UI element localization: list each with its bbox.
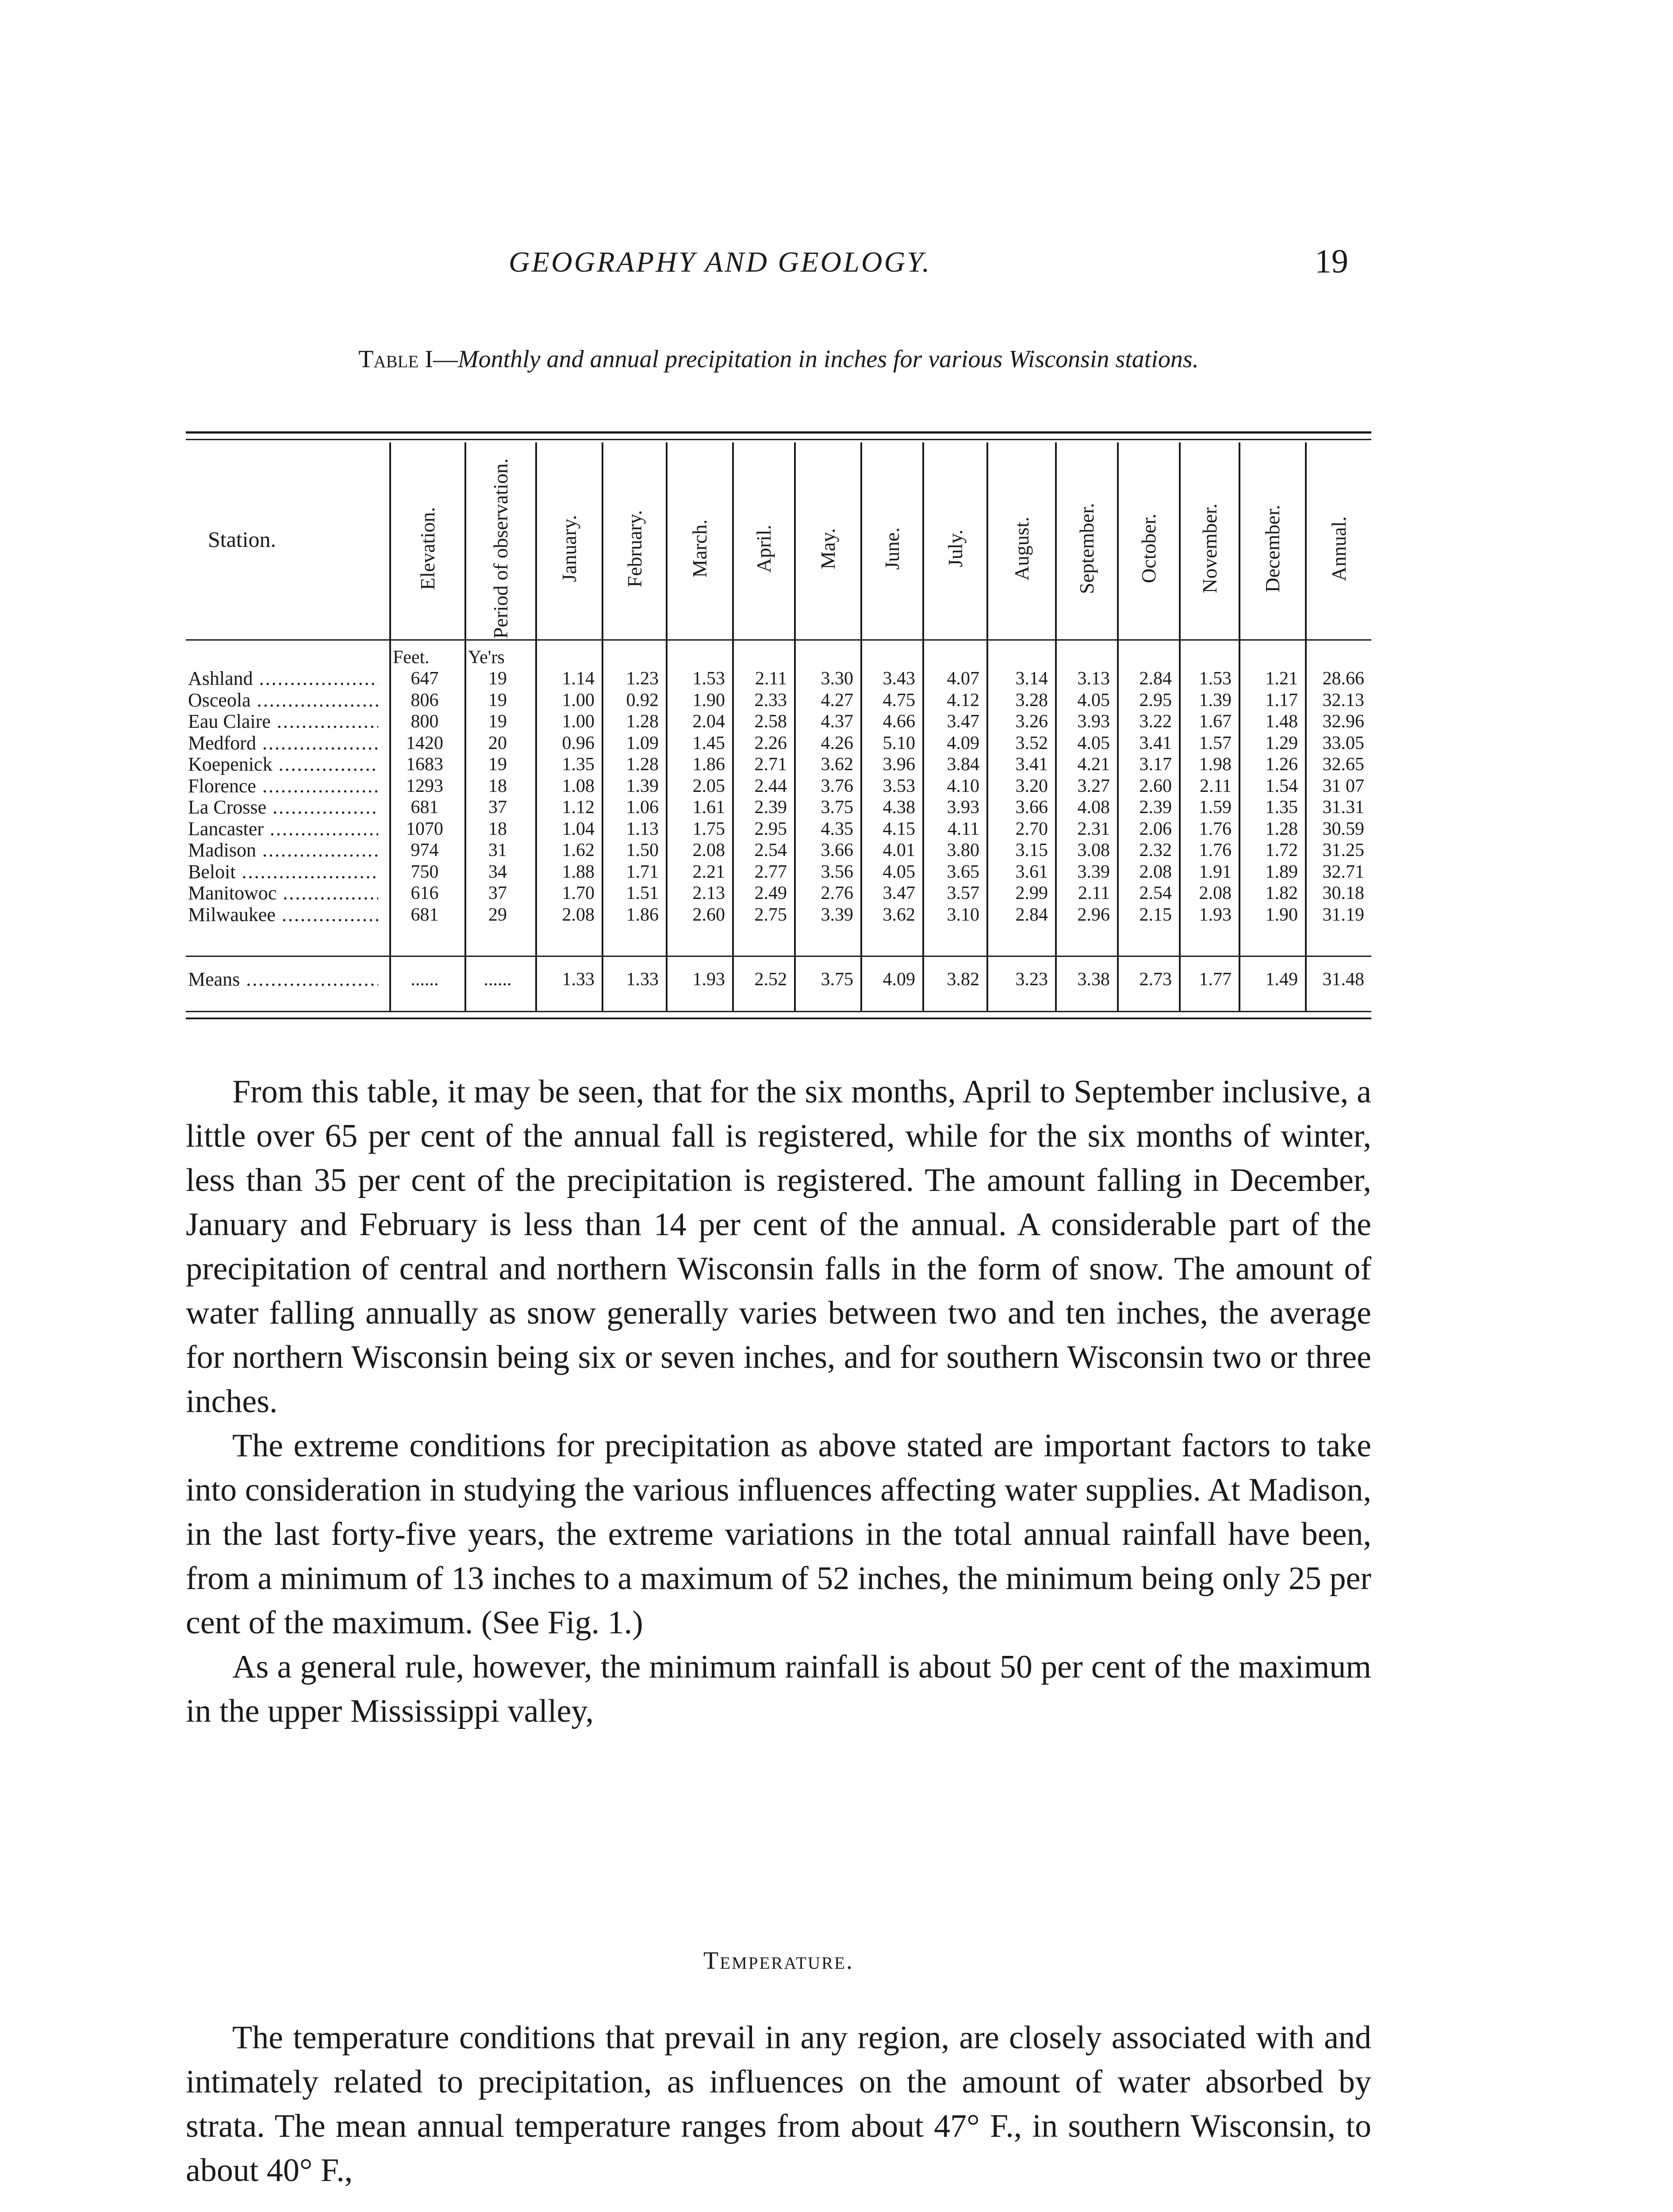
table-cell: 1.28 bbox=[626, 711, 659, 732]
table-cell: 2.75 bbox=[754, 904, 787, 925]
table-cell: 3.08 bbox=[1077, 840, 1110, 860]
column-header bbox=[391, 469, 464, 628]
table-cell: 2.54 bbox=[754, 840, 787, 860]
table-cell: 1.90 bbox=[692, 690, 725, 710]
table-cell: 2.44 bbox=[754, 776, 787, 796]
table-cell: 1.04 bbox=[562, 818, 595, 839]
table-cell: 2.11 bbox=[755, 668, 787, 689]
table-cell: 32.65 bbox=[1322, 754, 1364, 775]
table-cell: 1.86 bbox=[692, 754, 725, 775]
table-cell: 3.10 bbox=[947, 904, 979, 925]
table-cell: 2.58 bbox=[754, 711, 787, 732]
station-name: Milwaukee ..... bbox=[188, 904, 378, 926]
table-cell: 19 bbox=[488, 668, 507, 689]
table-cell: 1.13 bbox=[626, 818, 659, 839]
table-cell: 1.54 bbox=[1265, 776, 1298, 796]
table-cell: 3.17 bbox=[1139, 754, 1172, 775]
column-header bbox=[537, 469, 602, 628]
table-cell: 1.57 bbox=[1199, 733, 1232, 753]
table-cell: 3.41 bbox=[1015, 754, 1048, 775]
running-title: GEOGRAPHY AND GEOLOGY. bbox=[509, 246, 932, 278]
table-cell: 4.05 bbox=[1077, 690, 1110, 710]
table-cell: 19 bbox=[488, 711, 507, 732]
units-label: Ye'rs bbox=[468, 647, 505, 668]
table-cell: 2.05 bbox=[692, 776, 725, 796]
column-header-label: December. bbox=[1261, 505, 1284, 592]
station-name: Lancaster ..... bbox=[188, 818, 378, 840]
column-header bbox=[668, 469, 732, 628]
table-cell: 800 bbox=[411, 711, 439, 732]
table-cell: 1.35 bbox=[1265, 797, 1298, 818]
table-cell: 616 bbox=[411, 883, 439, 903]
column-header-label: Annual. bbox=[1328, 516, 1350, 581]
means-cell: 3.38 bbox=[1077, 969, 1110, 990]
column-header-label: January. bbox=[558, 515, 580, 582]
table-cell: 20 bbox=[488, 733, 507, 753]
station-name: Osceola ..... bbox=[188, 690, 378, 711]
table-cell: 2.04 bbox=[692, 711, 725, 732]
table-cell: 31.19 bbox=[1322, 904, 1364, 925]
table-cell: 1.53 bbox=[692, 668, 725, 689]
table-cell: 5.10 bbox=[883, 733, 915, 753]
means-cell: 1.93 bbox=[692, 969, 725, 990]
table-cell: 2.08 bbox=[562, 904, 595, 925]
table-cell: 1.59 bbox=[1199, 797, 1232, 818]
table-cell: 1420 bbox=[406, 733, 443, 753]
table-cell: 2.60 bbox=[1139, 776, 1172, 796]
table-cell: 750 bbox=[411, 861, 439, 882]
column-header bbox=[1057, 469, 1117, 628]
table-cell: 3.61 bbox=[1015, 861, 1048, 882]
table-cell: 2.33 bbox=[754, 690, 787, 710]
table-cell: 2.21 bbox=[692, 861, 725, 882]
table-cell: 1.12 bbox=[562, 797, 595, 818]
means-cell: 3.75 bbox=[821, 969, 853, 990]
means-cell: 3.82 bbox=[947, 969, 979, 990]
table-cell: 2.08 bbox=[1199, 883, 1232, 903]
table-cell: 18 bbox=[488, 776, 507, 796]
table-means-rule bbox=[186, 956, 1371, 957]
table-cell: 1.00 bbox=[562, 690, 595, 710]
table-cell: 1.09 bbox=[626, 733, 659, 753]
table-top-rule-2 bbox=[186, 439, 1371, 440]
column-header bbox=[1181, 469, 1239, 628]
column-header bbox=[466, 458, 535, 639]
table-cell: 3.27 bbox=[1077, 776, 1110, 796]
table-cell: 1.89 bbox=[1265, 861, 1298, 882]
means-cell: 2.52 bbox=[754, 969, 787, 990]
column-header-label: Period of observation. bbox=[489, 458, 512, 639]
table-cell: 19 bbox=[488, 754, 507, 775]
table-cell: 2.39 bbox=[1139, 797, 1172, 818]
table-cell: 2.95 bbox=[1139, 690, 1172, 710]
table-cell: 2.84 bbox=[1139, 668, 1172, 689]
table-cell: 4.01 bbox=[883, 840, 915, 860]
column-header-label: April. bbox=[752, 524, 775, 573]
table-cell: 29 bbox=[488, 904, 507, 925]
table-cell: 1.53 bbox=[1199, 668, 1232, 689]
table-cell: 4.07 bbox=[947, 668, 979, 689]
table-cell: 2.08 bbox=[692, 840, 725, 860]
table-cell: 4.35 bbox=[821, 818, 853, 839]
table-cell: 2.95 bbox=[754, 818, 787, 839]
table-cell: 681 bbox=[411, 797, 439, 818]
column-header-label: September. bbox=[1075, 503, 1098, 594]
table-cell: 1.21 bbox=[1265, 668, 1298, 689]
table-cell: 2.96 bbox=[1077, 904, 1110, 925]
table-cell: 3.65 bbox=[947, 861, 979, 882]
station-name: La Crosse ..... bbox=[188, 797, 378, 818]
means-cell: ...... bbox=[411, 969, 439, 990]
means-cell: 1.49 bbox=[1265, 969, 1298, 990]
table-cell: 3.96 bbox=[883, 754, 915, 775]
table-cell: 3.93 bbox=[947, 797, 979, 818]
table-cell: 1.86 bbox=[626, 904, 659, 925]
means-cell: 2.73 bbox=[1139, 969, 1172, 990]
table-cell: 2.84 bbox=[1015, 904, 1048, 925]
table-cell: 2.76 bbox=[821, 883, 853, 903]
table-cell: 1293 bbox=[406, 776, 443, 796]
table-cell: 1.29 bbox=[1265, 733, 1298, 753]
table-cell: 3.56 bbox=[821, 861, 853, 882]
table-cell: 1.39 bbox=[626, 776, 659, 796]
table-cell: 647 bbox=[411, 668, 439, 689]
table-cell: 1.28 bbox=[1265, 818, 1298, 839]
table-cell: 1.26 bbox=[1265, 754, 1298, 775]
means-row-label: Means ..... bbox=[188, 969, 378, 990]
table-cell: 4.05 bbox=[1077, 733, 1110, 753]
table-cell: 1.23 bbox=[626, 668, 659, 689]
body-text-upper bbox=[186, 1070, 1371, 1733]
station-name: Manitowoc ..... bbox=[188, 883, 378, 904]
table-cell: 31.25 bbox=[1322, 840, 1364, 860]
column-header bbox=[924, 469, 986, 628]
column-header-label: February. bbox=[623, 510, 646, 588]
table-cell: 3.93 bbox=[1077, 711, 1110, 732]
station-column-header: Station. bbox=[208, 527, 276, 552]
table-bottom-rule-2 bbox=[186, 1018, 1371, 1019]
table-cell: 2.08 bbox=[1139, 861, 1172, 882]
table-cell: 3.52 bbox=[1015, 733, 1048, 753]
table-cell: 1.06 bbox=[626, 797, 659, 818]
table-cell: 2.31 bbox=[1077, 818, 1110, 839]
table-cell: 3.39 bbox=[1077, 861, 1110, 882]
table-cell: 1.00 bbox=[562, 711, 595, 732]
table-cell: 31 bbox=[488, 840, 507, 860]
table-cell: 1.14 bbox=[562, 668, 595, 689]
table-cell: 32.96 bbox=[1322, 711, 1364, 732]
paragraph: The extreme conditions for precipitation as above stated are important factors to take into consideration in studying the various influences affecting water supplies. At Madison, in the last forty-five years, the extreme variations in the total annual rainfall have been, from a minimum of 13 inches to a maximum of 52 inches, the minimum being only 25 per cent of the maximum. (See Fig. 1.) bbox=[186, 1428, 1372, 1641]
table-cell: 2.26 bbox=[754, 733, 787, 753]
table-cell: 2.13 bbox=[692, 883, 725, 903]
means-cell: 1.77 bbox=[1199, 969, 1232, 990]
paragraph: As a general rule, however, the minimum rainfall is about 50 per cent of the maximum in the upper Mississippi valley, bbox=[186, 1649, 1371, 1729]
table-cell: 3.30 bbox=[821, 668, 853, 689]
column-header-label: November. bbox=[1198, 503, 1221, 594]
table-cell: 3.76 bbox=[821, 776, 853, 796]
table-cell: 0.96 bbox=[562, 733, 595, 753]
table-cell: 2.32 bbox=[1139, 840, 1172, 860]
page-number: 19 bbox=[1315, 243, 1348, 280]
table-cell: 30.18 bbox=[1322, 883, 1364, 903]
column-header-label: July. bbox=[944, 530, 967, 568]
column-header bbox=[796, 469, 860, 628]
table-cell: 34 bbox=[488, 861, 507, 882]
table-cell: 3.26 bbox=[1015, 711, 1048, 732]
means-cell: 1.33 bbox=[626, 969, 659, 990]
means-cell: 1.33 bbox=[562, 969, 595, 990]
table-cell: 31 07 bbox=[1322, 776, 1364, 796]
table-cell: 1.48 bbox=[1265, 711, 1298, 732]
station-name: Florence ..... bbox=[188, 776, 378, 797]
paragraph: From this table, it may be seen, that for the six months, April to September inclusive, a little over 65 per cent of the annual fall is registered, while for the six months of winter, less than 35 per cent of the precipitation is registered. The amount falling in December, January and February is less than 14 per cent of the annual. A considerable part of the precipitation of central and northern Wisconsin falls in the form of snow. The amount of water falling annually as snow generally varies between two and ten inches, the average for northern Wisconsin being six or seven inches, and for southern Wisconsin two or three inches. bbox=[186, 1074, 1371, 1420]
table-cell: 2.15 bbox=[1139, 904, 1172, 925]
section-heading: Temperature. bbox=[703, 1947, 854, 1974]
table-cell: 3.15 bbox=[1015, 840, 1048, 860]
table-cell: 4.15 bbox=[883, 818, 915, 839]
table-cell: 974 bbox=[411, 840, 439, 860]
means-cell: 31.48 bbox=[1322, 969, 1364, 990]
table-cell: 3.62 bbox=[883, 904, 915, 925]
table-cell: 3.14 bbox=[1015, 668, 1048, 689]
table-cell: 681 bbox=[411, 904, 439, 925]
table-cell: 1.93 bbox=[1199, 904, 1232, 925]
table-cell: 1.88 bbox=[562, 861, 595, 882]
table-cell: 1.70 bbox=[562, 883, 595, 903]
table-cell: 1.76 bbox=[1199, 818, 1232, 839]
table-cell: 1.61 bbox=[692, 797, 725, 818]
table-cell: 1.91 bbox=[1199, 861, 1232, 882]
table-cell: 3.41 bbox=[1139, 733, 1172, 753]
table-cell: 2.11 bbox=[1200, 776, 1232, 796]
station-name: Ashland ..... bbox=[188, 668, 378, 689]
table-cell: 30.59 bbox=[1322, 818, 1364, 839]
table-cell: 1.75 bbox=[692, 818, 725, 839]
station-name: Madison ..... bbox=[188, 840, 378, 861]
table-cell: 4.08 bbox=[1077, 797, 1110, 818]
table-cell: 1.17 bbox=[1265, 690, 1298, 710]
table-cell: 1.45 bbox=[692, 733, 725, 753]
table-cell: 1.98 bbox=[1199, 754, 1232, 775]
table-cell: 3.39 bbox=[821, 904, 853, 925]
table-cell: 1070 bbox=[406, 818, 443, 839]
table-cell: 1.82 bbox=[1265, 883, 1298, 903]
table-cell: 18 bbox=[488, 818, 507, 839]
table-caption-lead: Table I— bbox=[358, 346, 458, 373]
table-cell: 1.28 bbox=[626, 754, 659, 775]
table-cell: 3.75 bbox=[821, 797, 853, 818]
table-cell: 4.10 bbox=[947, 776, 979, 796]
table-cell: 1.62 bbox=[562, 840, 595, 860]
table-header-rule bbox=[186, 639, 1371, 641]
body-text-lower bbox=[186, 2016, 1371, 2193]
table-bottom-rule bbox=[186, 1011, 1371, 1012]
table-cell: 37 bbox=[488, 883, 507, 903]
table-cell: 4.38 bbox=[883, 797, 915, 818]
table-cell: 4.05 bbox=[883, 861, 915, 882]
table-cell: 2.99 bbox=[1015, 883, 1048, 903]
table-cell: 3.57 bbox=[947, 883, 979, 903]
table-cell: 3.22 bbox=[1139, 711, 1172, 732]
table-cell: 3.20 bbox=[1015, 776, 1048, 796]
column-header bbox=[1307, 469, 1371, 628]
column-header-label: June. bbox=[881, 527, 903, 570]
table-cell: 28.66 bbox=[1322, 668, 1364, 689]
table-cell: 4.12 bbox=[947, 690, 979, 710]
table-cell: 3.66 bbox=[821, 840, 853, 860]
table-cell: 3.80 bbox=[947, 840, 979, 860]
table-cell: 1683 bbox=[406, 754, 443, 775]
station-name: Eau Claire ..... bbox=[188, 711, 378, 732]
table-cell: 4.66 bbox=[883, 711, 915, 732]
table-cell: 1.71 bbox=[626, 861, 659, 882]
table-caption-text: Monthly and annual precipitation in inches for various Wisconsin stations. bbox=[457, 346, 1199, 373]
table-cell: 3.84 bbox=[947, 754, 979, 775]
table-cell: 1.50 bbox=[626, 840, 659, 860]
table-cell: 31.31 bbox=[1322, 797, 1364, 818]
table-cell: 3.53 bbox=[883, 776, 915, 796]
table-cell: 1.72 bbox=[1265, 840, 1298, 860]
table-cell: 1.39 bbox=[1199, 690, 1232, 710]
table-cell: 4.26 bbox=[821, 733, 853, 753]
table-cell: 1.90 bbox=[1265, 904, 1298, 925]
table-cell: 2.71 bbox=[754, 754, 787, 775]
paragraph: The temperature conditions that prevail in any region, are closely associated with and intimately related to precipitation, as influences on the amount of water absorbed by strata. The mean annual temperature ranges from about 47° F., in southern Wisconsin, to about 40° F., bbox=[186, 2020, 1371, 2189]
column-header-label: August. bbox=[1010, 516, 1033, 581]
table-cell: 3.43 bbox=[883, 668, 915, 689]
column-header-label: May. bbox=[817, 528, 839, 569]
table-cell: 2.70 bbox=[1015, 818, 1048, 839]
means-cell: 4.09 bbox=[883, 969, 915, 990]
table-cell: 2.77 bbox=[754, 861, 787, 882]
station-name: Medford ..... bbox=[188, 733, 378, 754]
column-header bbox=[862, 469, 922, 628]
table-cell: 1.67 bbox=[1199, 711, 1232, 732]
column-header-label: Elevation. bbox=[416, 507, 439, 590]
table-cell: 2.49 bbox=[754, 883, 787, 903]
column-header bbox=[988, 469, 1055, 628]
table-caption bbox=[186, 341, 1371, 378]
table-cell: 2.39 bbox=[754, 797, 787, 818]
table-cell: 4.21 bbox=[1077, 754, 1110, 775]
column-header-label: March. bbox=[688, 519, 711, 578]
column-header bbox=[734, 469, 794, 628]
column-header bbox=[1119, 469, 1179, 628]
table-cell: 3.66 bbox=[1015, 797, 1048, 818]
station-name: Beloit ..... bbox=[188, 861, 378, 883]
table-cell: 4.11 bbox=[948, 818, 979, 839]
table-cell: 2.06 bbox=[1139, 818, 1172, 839]
column-header-label: October. bbox=[1137, 514, 1160, 584]
table-cell: 3.13 bbox=[1077, 668, 1110, 689]
table-cell: 33.05 bbox=[1322, 733, 1364, 753]
means-cell: ...... bbox=[483, 969, 512, 990]
table-cell: 806 bbox=[411, 690, 439, 710]
table-cell: 0.92 bbox=[626, 690, 659, 710]
table-cell: 2.54 bbox=[1139, 883, 1172, 903]
table-cell: 3.62 bbox=[821, 754, 853, 775]
table-cell: 1.08 bbox=[562, 776, 595, 796]
table-cell: 1.35 bbox=[562, 754, 595, 775]
table-cell: 37 bbox=[488, 797, 507, 818]
table-cell: 3.28 bbox=[1015, 690, 1048, 710]
table-cell: 4.27 bbox=[821, 690, 853, 710]
table-cell: 3.47 bbox=[883, 883, 915, 903]
table-cell: 4.37 bbox=[821, 711, 853, 732]
means-cell: 3.23 bbox=[1015, 969, 1048, 990]
table-cell: 32.71 bbox=[1322, 861, 1364, 882]
table-cell: 1.51 bbox=[626, 883, 659, 903]
table-top-rule bbox=[186, 431, 1371, 434]
table-cell: 3.47 bbox=[947, 711, 979, 732]
table-cell: 4.09 bbox=[947, 733, 979, 753]
table-cell: 19 bbox=[488, 690, 507, 710]
table-cell: 4.75 bbox=[883, 690, 915, 710]
table-cell: 2.11 bbox=[1078, 883, 1110, 903]
station-name: Koepenick ..... bbox=[188, 754, 378, 775]
column-header bbox=[603, 469, 666, 628]
table-cell: 32.13 bbox=[1322, 690, 1364, 710]
units-label: Feet. bbox=[393, 647, 430, 668]
table-cell: 2.60 bbox=[692, 904, 725, 925]
table-cell: 1.76 bbox=[1199, 840, 1232, 860]
column-header bbox=[1240, 469, 1305, 628]
